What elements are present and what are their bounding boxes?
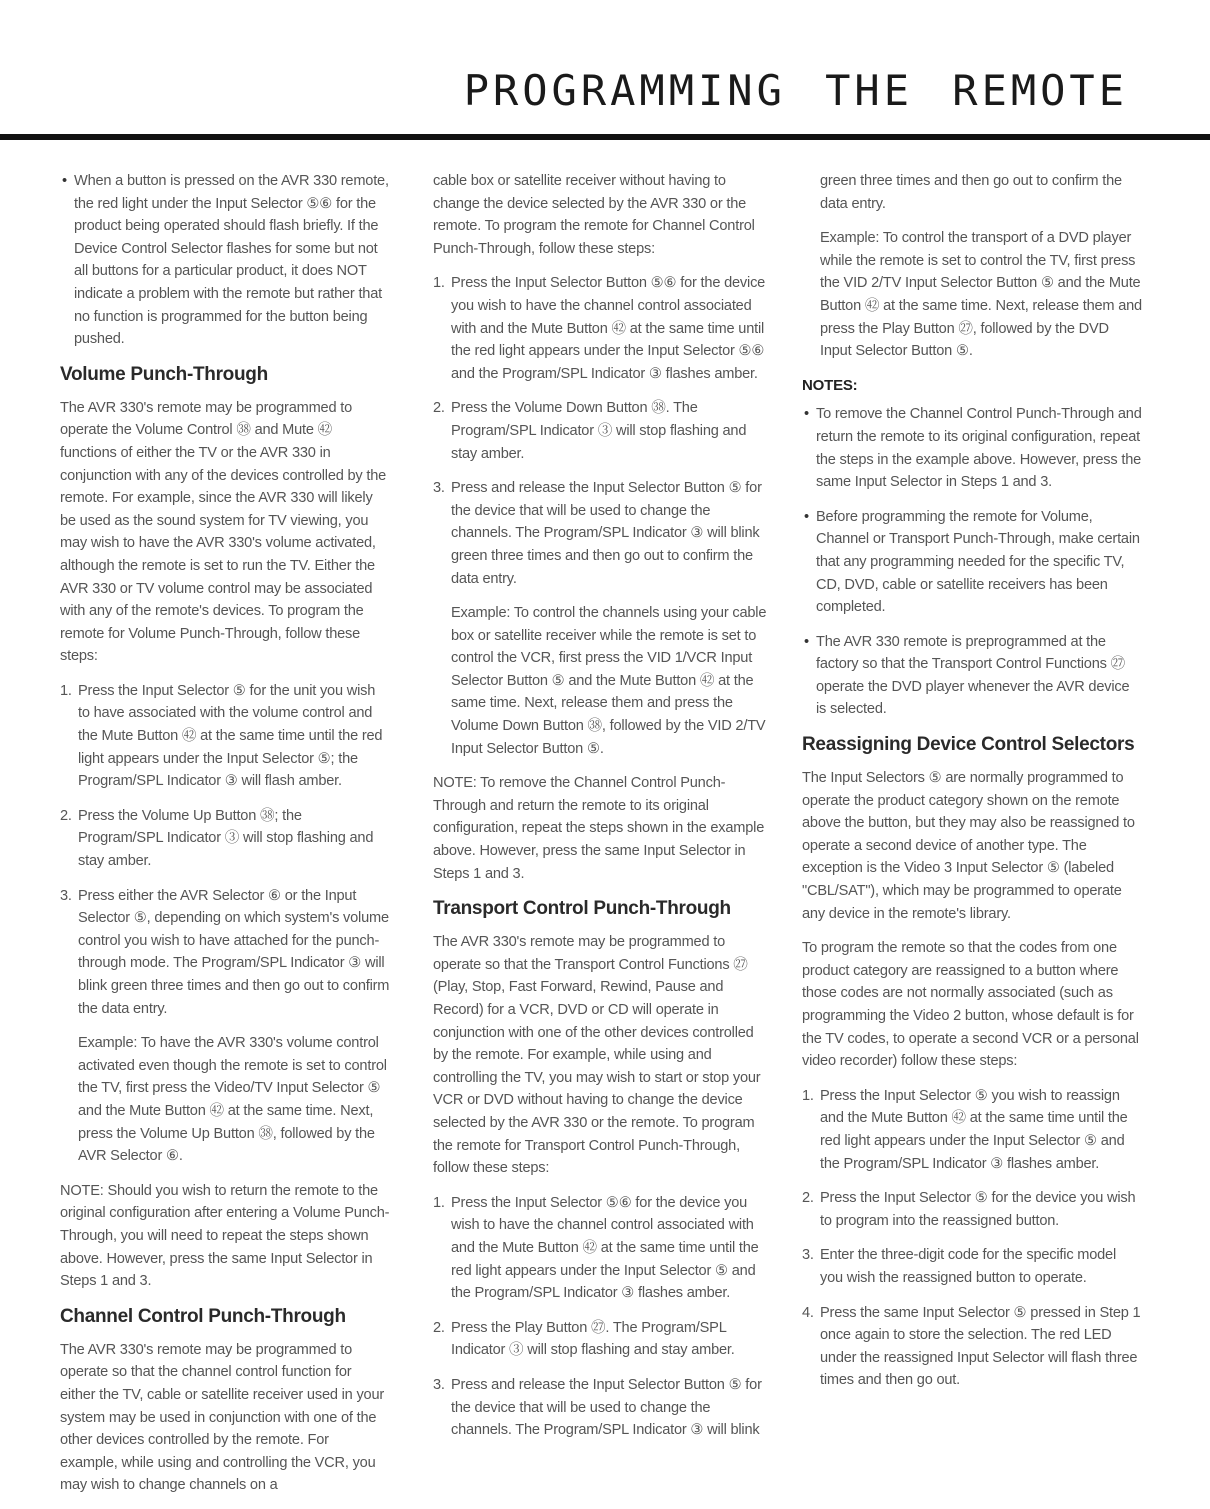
channel-note: NOTE: To remove the Channel Control Punch-Through and return the remote to its original configuration, repeat the steps shown in the example above. However, press the same Input Selector in Steps 1 and 3. (433, 775, 765, 882)
column-2 (433, 170, 767, 1454)
list-item: 1. Press the Input Selector ⑤ for the unit you wish to have associated with the volume control and the Mute Button ㊷ at the same time until the red light appears under the Input Selector ⑤; the Program/SPL Indicator ③ will flash amber. (60, 682, 383, 790)
column-1 (60, 170, 390, 1509)
heading-channel-punch-through: Channel Control Punch-Through (60, 1305, 346, 1327)
list-item: 3. Press and release the Input Selector Button ⑤ for the device that will be used to change the channels. The Program/SPL Indicator ③ will blink (433, 1376, 762, 1439)
intro-bullet: • When a button is pressed on the AVR 330 remote, the red light under the Input Selector ⑤⑥ for the product being operated should flash briefly. If the Device Control Selector flashes for some but not all buttons for a particular product, it does NOT indicate a problem with the remote but rather that no function is programmed for the button being pushed. (60, 170, 390, 351)
transport-example: Example: To control the transport of a DVD player while the remote is set to control the TV, first press the VID 2/TV Input Selector Button ⑤ and the Mute Button ㊷ at the same time. Next, release them and press the Play Button ㉗, followed by the DVD Input Selector Button ⑤. (820, 230, 1142, 360)
notes-list (802, 403, 1142, 721)
reassign-paragraph-1: The Input Selectors ⑤ are normally programmed to operate the product category shown on the remote above the button, but they may also be reassigned to operate a second device of another type. The exception is the Video 3 Input Selector ⑤ (labeled "CBL/SAT"), which may be programmed to operate any device in the remote's library. (802, 770, 1135, 922)
list-item: 2. Press the Play Button ㉗. The Program/SPL Indicator ③ will stop flashing and stay amber. (433, 1319, 735, 1359)
intro-bullet-list (60, 170, 390, 351)
channel-steps (433, 272, 767, 590)
list-item: • Before programming the remote for Volume, Channel or Transport Punch-Through, make certain that any programming needed for the specific TV, CD, DVD, cable or satellite receivers has been completed. (802, 506, 1142, 619)
notes-heading: NOTES: (802, 376, 858, 394)
column-3 (802, 170, 1142, 1404)
volume-steps (60, 680, 390, 1020)
transport-intro-paragraph: The AVR 330's remote may be programmed to operate so that the Transport Control Functions ㉗ (Play, Stop, Fast Forward, Rewind, Pause and Record) for a VCR, DVD or CD will operate in conjunction with one of the other devices controlled by the remote. For example, while using and controlling the TV, you may wish to start or stop your VCR or DVD without having to change the device selected by the AVR 330 or the remote. To program the remote for Transport Control Punch-Through, follow these steps: (433, 934, 761, 1177)
list-item: 3. Enter the three-digit code for the specific model you wish the reassigned button to operate. (802, 1247, 1117, 1286)
list-item: • To remove the Channel Control Punch-Through and return the remote to its original configuration, repeat the steps in the example above. However, press the same Input Selector in Steps 1 and 3. (802, 403, 1142, 493)
list-item: • The AVR 330 remote is preprogrammed at the factory so that the Transport Control Functions ㉗ operate the DVD player whenever the AVR device is selected. (802, 631, 1142, 721)
list-item: 1. Press the Input Selector ⑤ you wish to reassign and the Mute Button ㊷ at the same time until the red light appears under the Input Selector ⑤ and the Program/SPL Indicator ③ flashes amber. (802, 1087, 1128, 1172)
heading-reassigning-selectors: Reassigning Device Control Selectors (802, 734, 1135, 756)
page-header (0, 0, 1210, 140)
heading-volume-punch-through: Volume Punch-Through (60, 363, 268, 385)
volume-note: NOTE: Should you wish to return the remote to the original configuration after entering a Volume Punch-Through, you will need to repeat the steps shown above. However, press the same Input Selector in Steps 1 and 3. (60, 1182, 390, 1290)
reassign-paragraph-2: To program the remote so that the codes from one product category are reassigned to a button where those codes are not normally associated (such as programming the Video 2 button, whose default is for the TV codes, to operate a second VCR or a personal video recorder) follow these steps: (802, 940, 1139, 1070)
channel-intro-continued: cable box or satellite receiver without having to change the device selected by the AVR 330 or the remote. To program the remote for Channel Control Punch-Through, follow these steps: (433, 173, 755, 257)
list-item: 2. Press the Volume Up Button ㊳; the Program/SPL Indicator ③ will stop flashing and stay amber. (60, 807, 374, 870)
list-item: 2. Press the Input Selector ⑤ for the device you wish to program into the reassigned button. (802, 1190, 1136, 1229)
list-item: 1. Press the Input Selector ⑤⑥ for the device you wish to have the channel control associated with and the Mute Button ㊷ at the same time until the red light appears under the Input Selector ⑤ and the Program/SPL Indicator ③ flashes amber. (433, 1194, 759, 1302)
reassign-steps (802, 1085, 1142, 1392)
list-item: 3. Press either the AVR Selector ⑥ or the Input Selector ⑤, depending on which system's volume control you wish to have attached for the punch-through mode. The Program/SPL Indicator ③ will blink green three times and then go out to confirm the data entry. (60, 887, 390, 1017)
volume-intro-paragraph: The AVR 330's remote may be programmed to operate the Volume Control ㊳ and Mute ㊷ functions of either the TV or the AVR 330 in conjunction with any of the devices controlled by the remote. For example, since the AVR 330 will likely be used as the sound system for TV viewing, you may wish to have the AVR 330's volume activated, although the remote is set to run the TV. Either the AVR 330 or TV volume control may be associated with any of the remote's devices. To program the remote for Volume Punch-Through, follow these steps: (60, 399, 387, 665)
channel-example: Example: To control the channels using your cable box or satellite receiver while the remote is set to control the VCR, first press the VID 1/VCR Input Selector Button ⑤ and the Mute Button ㊷ at the same time. Next, release them and press the Volume Down Button ㊳, followed by the VID 2/TV Input Selector Button ⑤. (451, 605, 767, 757)
list-item: 3. Press and release the Input Selector Button ⑤ for the device that will be used to change the channels. The Program/SPL Indicator ③ will blink green three times and then go out to confirm the data entry. (433, 480, 762, 587)
page-title: PROGRAMMING THE REMOTE (463, 66, 1128, 115)
header-rule (0, 134, 1210, 140)
volume-example: Example: To have the AVR 330's volume control activated even though the remote is set to control the TV, first press the Video/TV Input Selector ⑤ and the Mute Button ㊷ at the same time. Next, press the Volume Up Button ㊳, followed by the AVR Selector ⑥. (78, 1035, 387, 1165)
transport-steps (433, 1192, 767, 1442)
list-item: 4. Press the same Input Selector ⑤ pressed in Step 1 once again to store the selection. The red LED under the reassigned Input Selector will flash three times and then go out. (802, 1304, 1141, 1389)
list-item: 1. Press the Input Selector Button ⑤⑥ for the device you wish to have the channel control associated with and the Mute Button ㊷ at the same time until the red light appears under the Input Selector ⑤⑥ and the Program/SPL Indicator ③ flashes amber. (433, 275, 766, 382)
heading-transport-punch-through: Transport Control Punch-Through (433, 898, 731, 920)
transport-step3-continued: green three times and then go out to confirm the data entry. (820, 173, 1122, 212)
list-item: 2. Press the Volume Down Button ㊳. The Program/SPL Indicator ③ will stop flashing and stay amber. (433, 400, 747, 462)
channel-intro-paragraph: The AVR 330's remote may be programmed to operate so that the channel control function for either the TV, cable or satellite receiver used in your system may be used in conjunction with one of the other devices controlled by the remote. For example, while using and controlling the VCR, you may wish to change channels on a (60, 1341, 385, 1494)
